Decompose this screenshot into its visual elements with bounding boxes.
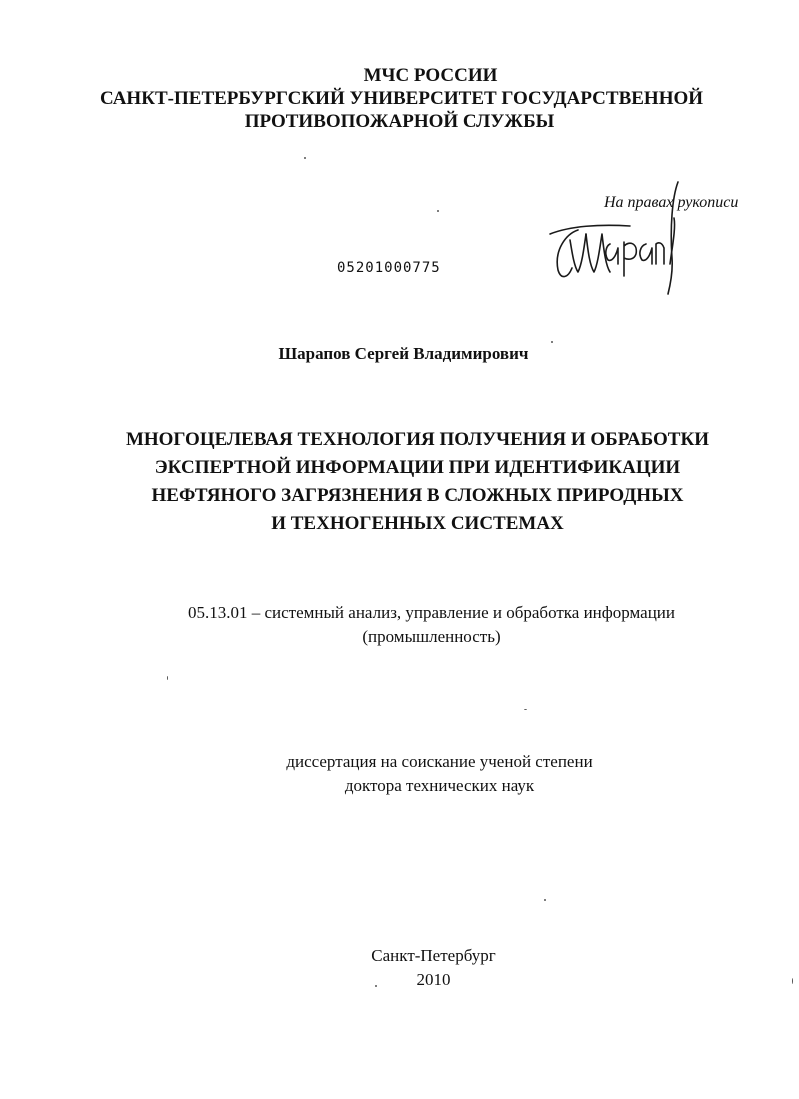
header-line-ministry: МЧС РОССИИ [363,65,498,86]
scan-speck [544,899,546,901]
scan-speck [167,676,168,680]
scan-speck [375,985,377,987]
specialty [32,601,799,649]
scan-speck [524,709,527,710]
scan-speck [551,341,553,343]
author-name: Шарапов Сергей Владимирович [278,344,529,363]
degree-line: доктора технических наук [344,776,535,795]
degree-line: диссертация на соискание ученой степени [286,752,593,771]
scan-speck [792,978,793,984]
manuscript-note: На правах рукописи [604,194,739,211]
specialty-code-line: 05.13.01 – системный анализ, управление и обработка информации [187,603,675,622]
place-and-year [34,944,799,992]
scan-speck [304,157,306,159]
signature-text: Шарапов [540,168,544,169]
year: 2010 [416,970,451,989]
title-line: ЭКСПЕРТНОЙ ИНФОРМАЦИИ ПРИ ИДЕНТИФИКАЦИИ [154,457,681,478]
header-line-university: САНКТ-ПЕТЕРБУРГСКИЙ УНИВЕРСИТЕТ ГОСУДАРСТВЕННОЙ [99,88,704,109]
document-number: 05201000775 [337,260,441,276]
specialty-branch-line: (промышленность) [362,627,501,646]
dissertation-title [18,426,799,538]
title-line: НЕФТЯНОГО ЗАГРЯЗНЕНИЯ В СЛОЖНЫХ ПРИРОДНЫХ [151,485,684,506]
city: Санкт-Петербург [371,946,496,965]
title-line: МНОГОЦЕЛЕВАЯ ТЕХНОЛОГИЯ ПОЛУЧЕНИЯ И ОБРАБОТКИ [125,429,710,450]
institution-header [0,64,799,133]
scan-speck [437,210,439,212]
degree-statement [40,750,799,798]
header-line-service: ПРОТИВОПОЖАРНОЙ СЛУЖБЫ [244,111,555,132]
author-signature [540,168,680,298]
title-line: И ТЕХНОГЕННЫХ СИСТЕМАХ [271,513,564,534]
